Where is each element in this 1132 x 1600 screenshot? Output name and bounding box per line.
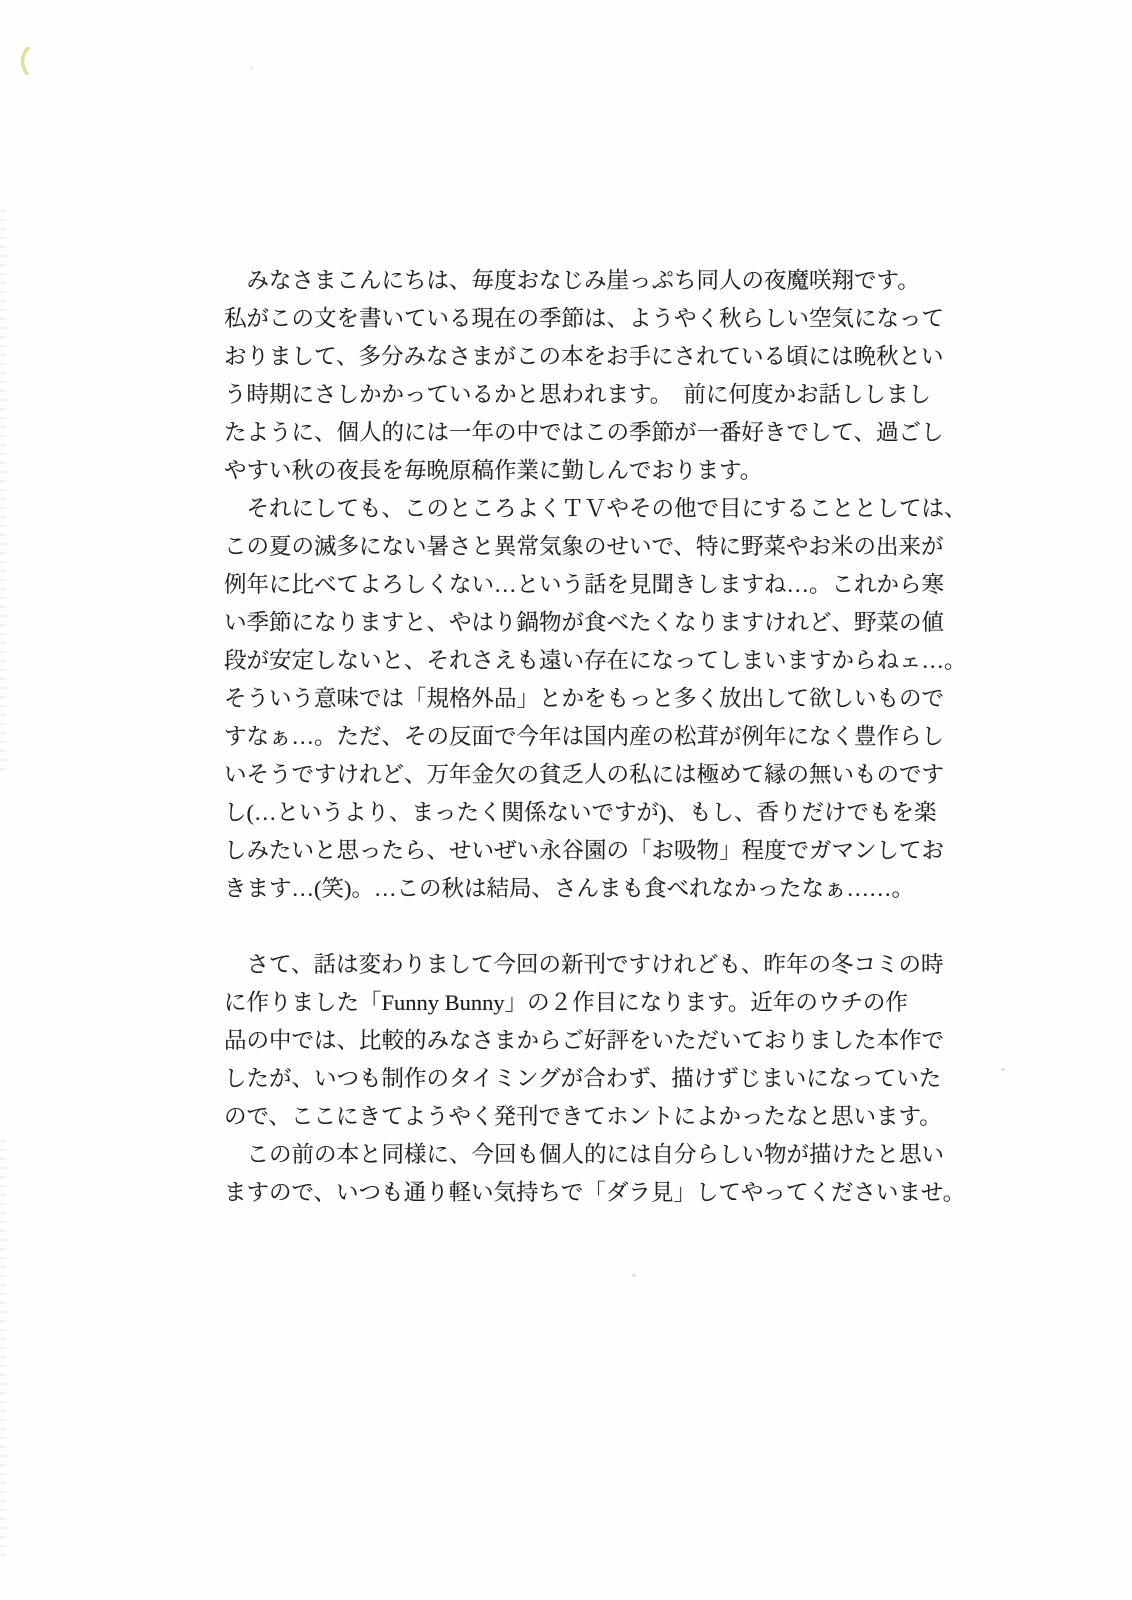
text-line: おりまして、多分みなさまがこの本をお手にされている頃には晩秋とい	[224, 344, 944, 369]
text-line: さて、話は変わりまして今回の新刊ですけれども、昨年の冬コミの時	[224, 952, 944, 977]
scan-edge-noise	[0, 1140, 6, 1560]
paragraph-2	[224, 490, 967, 908]
text-line: しみたいと思ったら、せいぜい永谷園の「お吸物」程度でガマンしてお	[224, 838, 945, 863]
text-line: 段が安定しないと、それさえも遠い存在になってしまいますからねェ…。	[224, 648, 967, 673]
text-line: う時期にさしかかっているかと思われます。 前に何度かお話ししまし	[224, 382, 931, 407]
paragraph-3	[224, 946, 960, 1136]
text-line: ますので、いつも通り軽い気持ちで「ダラ見」してやってくださいませ。	[224, 1180, 966, 1205]
text-line: やすい秋の夜長を毎晩原稿作業に勤しんでおります。	[224, 458, 763, 483]
text-line: 私がこの文を書いている現在の季節は、ようやく秋らしい空気になって	[224, 306, 945, 331]
text-line: みなさまこんにちは、毎度おなじみ崖っぷち同人の夜魔咲翔です。	[224, 268, 920, 293]
text-line: この前の本と同様に、今回も個人的には自分らしい物が描けたと思い	[224, 1142, 945, 1167]
text-line: きます…(笑)。…この秋は結局、さんまも食べれなかったなぁ……。	[224, 876, 914, 901]
text-line: 品の中では、比較的みなさまからご好評をいただいておりました本作で	[224, 1028, 945, 1053]
text-line: いそうですけれど、万年金欠の貧乏人の私には極めて縁の無いものです	[224, 762, 945, 787]
scan-edge-noise	[0, 210, 6, 770]
text-line: し(…というより、まったく関係ないですが)、もし、香りだけでもを楽	[224, 800, 937, 825]
text-line: そういう意味では「規格外品」とかをもっと多く放出して欲しいもので	[224, 686, 945, 711]
scan-speck	[1001, 1068, 1005, 1071]
scan-speck	[632, 1274, 636, 1277]
text-line: い季節になりますと、やはり鍋物が食べたくなりますけれど、野菜の値	[224, 610, 945, 635]
text-line: この夏の滅多にない暑さと異常気象のせいで、特に野菜やお米の出来が	[224, 534, 944, 559]
paragraph-1	[224, 262, 960, 490]
text-line: それにしても、このところよくＴＶやその他で目にすることとしては、	[224, 496, 967, 521]
afterword-text-block	[224, 262, 967, 1212]
paragraph-4	[224, 1136, 966, 1212]
scan-speck	[250, 66, 253, 69]
text-line: に作りました「Funny Bunny」の２作目になります。近年のウチの作	[224, 990, 908, 1015]
text-line: ので、ここにきてようやく発刊できてホントによかったなと思います。	[224, 1104, 942, 1129]
text-line: すなぁ…。ただ、その反面で今年は国内産の松茸が例年になく豊作らし	[224, 724, 945, 749]
text-line: 例年に比べてよろしくない…という話を見聞きしますね…。これから寒	[224, 572, 945, 597]
text-line: したが、いつも制作のタイミングが合わず、描けずじまいになっていた	[224, 1066, 942, 1091]
scan-artifact-yellow-mark	[18, 47, 32, 75]
text-line: たように、個人的には一年の中ではこの季節が一番好きでして、過ごし	[224, 420, 944, 445]
